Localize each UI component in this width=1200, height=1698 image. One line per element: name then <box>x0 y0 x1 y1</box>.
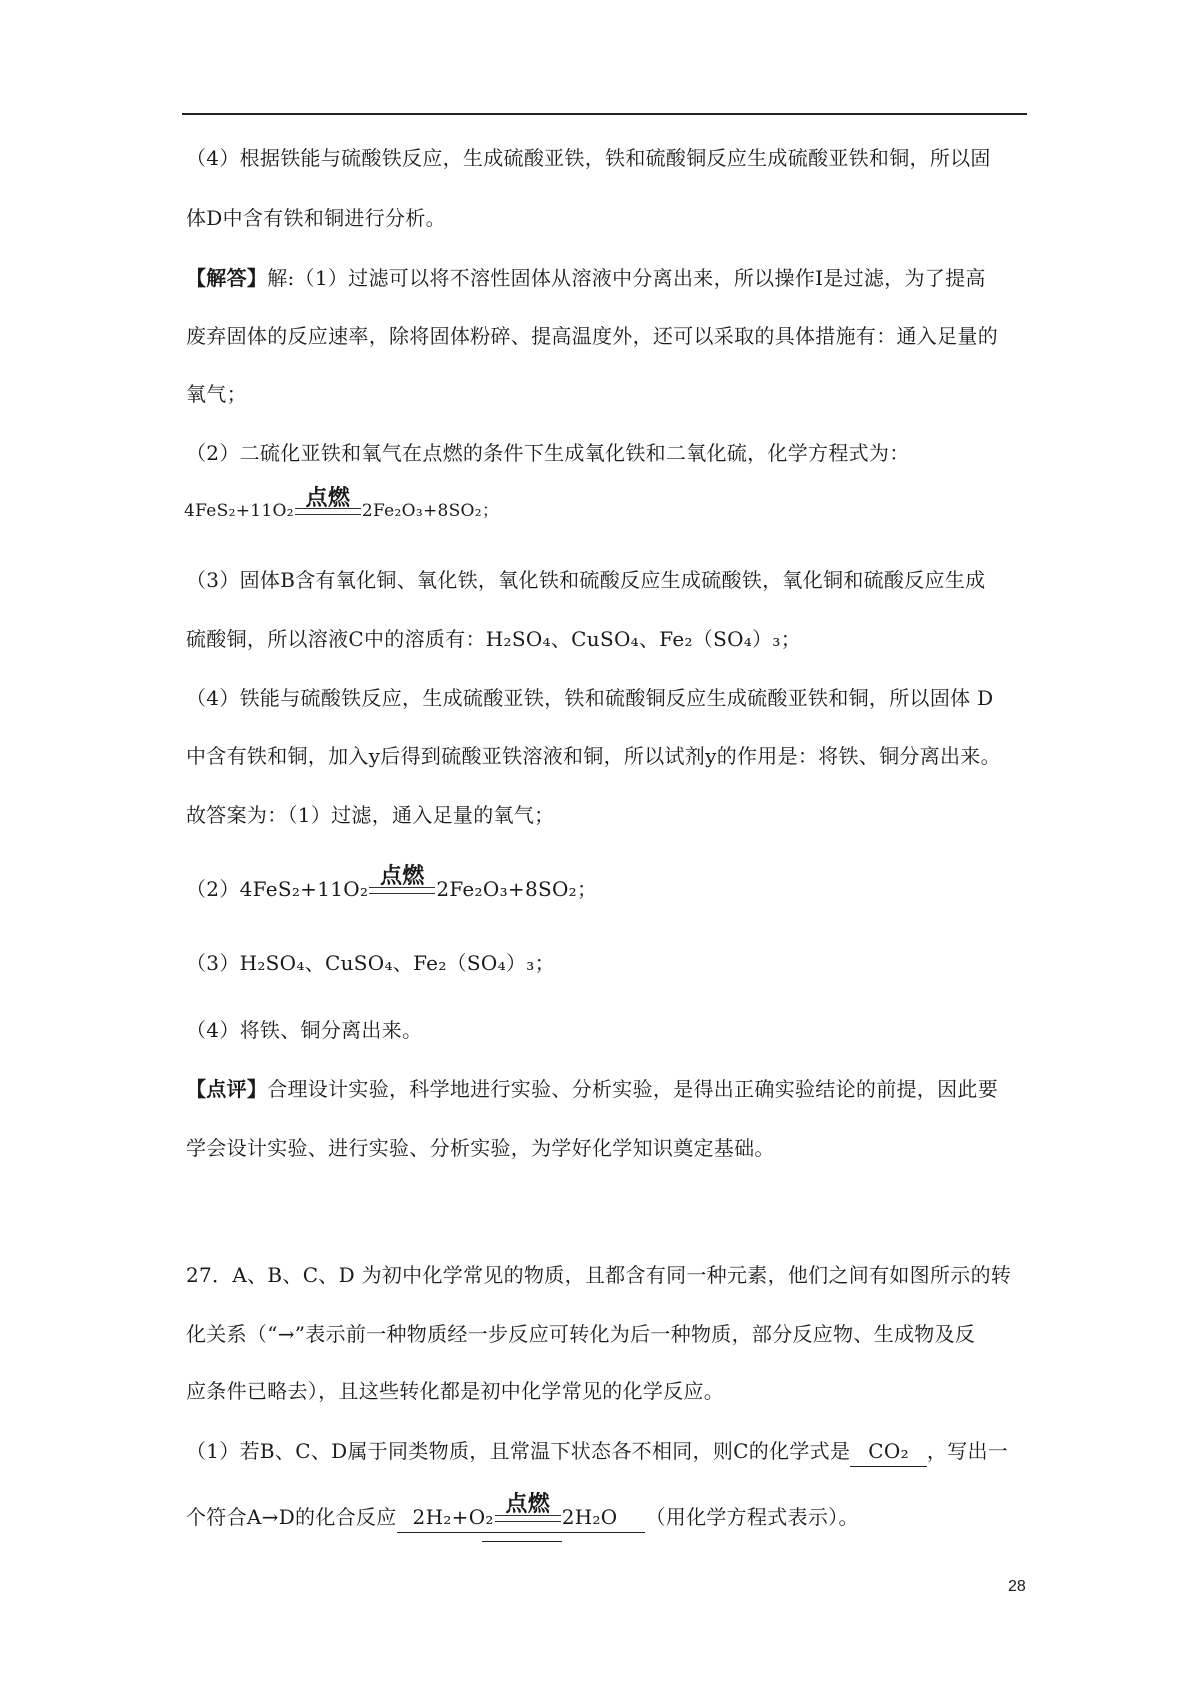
question-text: ，写出一 <box>926 1439 1009 1463</box>
text-line: （4）铁能与硫酸铁反应，生成硫酸亚铁，铁和硫酸铜反应生成硫酸亚铁和铜，所以固体 D <box>186 686 994 710</box>
answer-blank <box>397 1492 646 1533</box>
equation-arrow <box>495 1492 561 1532</box>
answer-text: 解:（1）过滤可以将不溶性固体从溶液中分离出来，所以操作Ⅰ是过滤，为了提高 <box>267 266 986 290</box>
condition-label: 点燃 <box>305 486 351 511</box>
text-line: 废弃固体的反应速率，除将固体粉碎、提高温度外，还可以采取的具体措施有：通入足量的 <box>186 324 998 348</box>
answer-line <box>186 263 986 293</box>
equation-arrow <box>369 864 435 904</box>
equation-reactants: 4FeS₂+11O₂ <box>184 501 294 521</box>
question-line: 应条件已略去），且这些转化都是初中化学常见的化学反应。 <box>186 1379 725 1403</box>
equation-line <box>186 864 598 904</box>
equation-line <box>184 486 500 526</box>
equation-products: 2Fe₂O₃+8SO₂； <box>361 501 500 521</box>
question-text: （1）若B、C、D属于同类物质，且常温下状态各不相同，则C的化学式是 <box>186 1439 851 1463</box>
text-line: （3）固体B含有氧化铜、氧化铁，氧化铁和硫酸反应生成硫酸铁，氧化铜和硫酸反应生成 <box>186 568 986 592</box>
answer-blank: CO₂ <box>850 1436 927 1467</box>
question-text: 个符合A→D的化合反应 <box>186 1505 397 1529</box>
question-line: 27．A、B、C、D 为初中化学常见的物质，且都含有同一种元素，他们之间有如图所示的转 <box>186 1263 1012 1287</box>
question-text: （用化学方程式表示）。 <box>645 1505 859 1529</box>
header-rule <box>182 113 1027 115</box>
condition-label: 点燃 <box>505 1492 551 1517</box>
text-line: （4）将铁、铜分离出来。 <box>186 1018 423 1042</box>
text-line: 硫酸铜，所以溶液C中的溶质有：H₂SO₄、CuSO₄、Fe₂（SO₄）₃； <box>186 627 802 651</box>
question-line <box>186 1436 1008 1467</box>
text-line: （4）根据铁能与硫酸铁反应，生成硫酸亚铁，铁和硫酸铜反应生成硫酸亚铁和铜，所以固 <box>186 146 991 170</box>
review-text: 合理设计实验，科学地进行实验、分析实验，是得出正确实验结论的前提，因此要 <box>267 1077 999 1101</box>
equation-arrow <box>295 486 361 526</box>
text-line: 氧气； <box>186 382 247 406</box>
text-line: 中含有铁和铜，加入y后得到硫酸亚铁溶液和铜，所以试剂y的作用是：将铁、铜分离出来。 <box>186 744 1001 768</box>
condition-label: 点燃 <box>380 864 425 889</box>
page-number: 28 <box>1008 1578 1026 1595</box>
text-line: （3）H₂SO₄、CuSO₄、Fe₂（SO₄）₃； <box>186 951 555 975</box>
equation-products: 2Fe₂O₃+8SO₂； <box>436 877 598 901</box>
equation-reactants: （2）4FeS₂+11O₂ <box>186 877 369 901</box>
text-line: （2）二硫化亚铁和氧气在点燃的条件下生成氧化铁和二氧化硫，化学方程式为： <box>186 441 910 465</box>
review-tag: 【点评】 <box>186 1077 268 1101</box>
text-line: 故答案为：（1）过滤，通入足量的氧气； <box>186 803 555 827</box>
review-line <box>186 1074 998 1104</box>
question-line <box>186 1492 859 1533</box>
text-line: 学会设计实验、进行实验、分析实验，为学好化学知识奠定基础。 <box>186 1136 775 1160</box>
question-line: 化关系（“→”表示前一种物质经一步反应可转化为后一种物质，部分反应物、生成物及反 <box>186 1322 976 1346</box>
underline-rule <box>482 1541 562 1542</box>
text-line: 体D中含有铁和铜进行分析。 <box>186 206 446 230</box>
answer-tag: 【解答】 <box>186 266 268 290</box>
equation-reactants: 2H₂+O₂ <box>412 1505 494 1529</box>
equation-products: 2H₂O <box>561 1505 618 1529</box>
